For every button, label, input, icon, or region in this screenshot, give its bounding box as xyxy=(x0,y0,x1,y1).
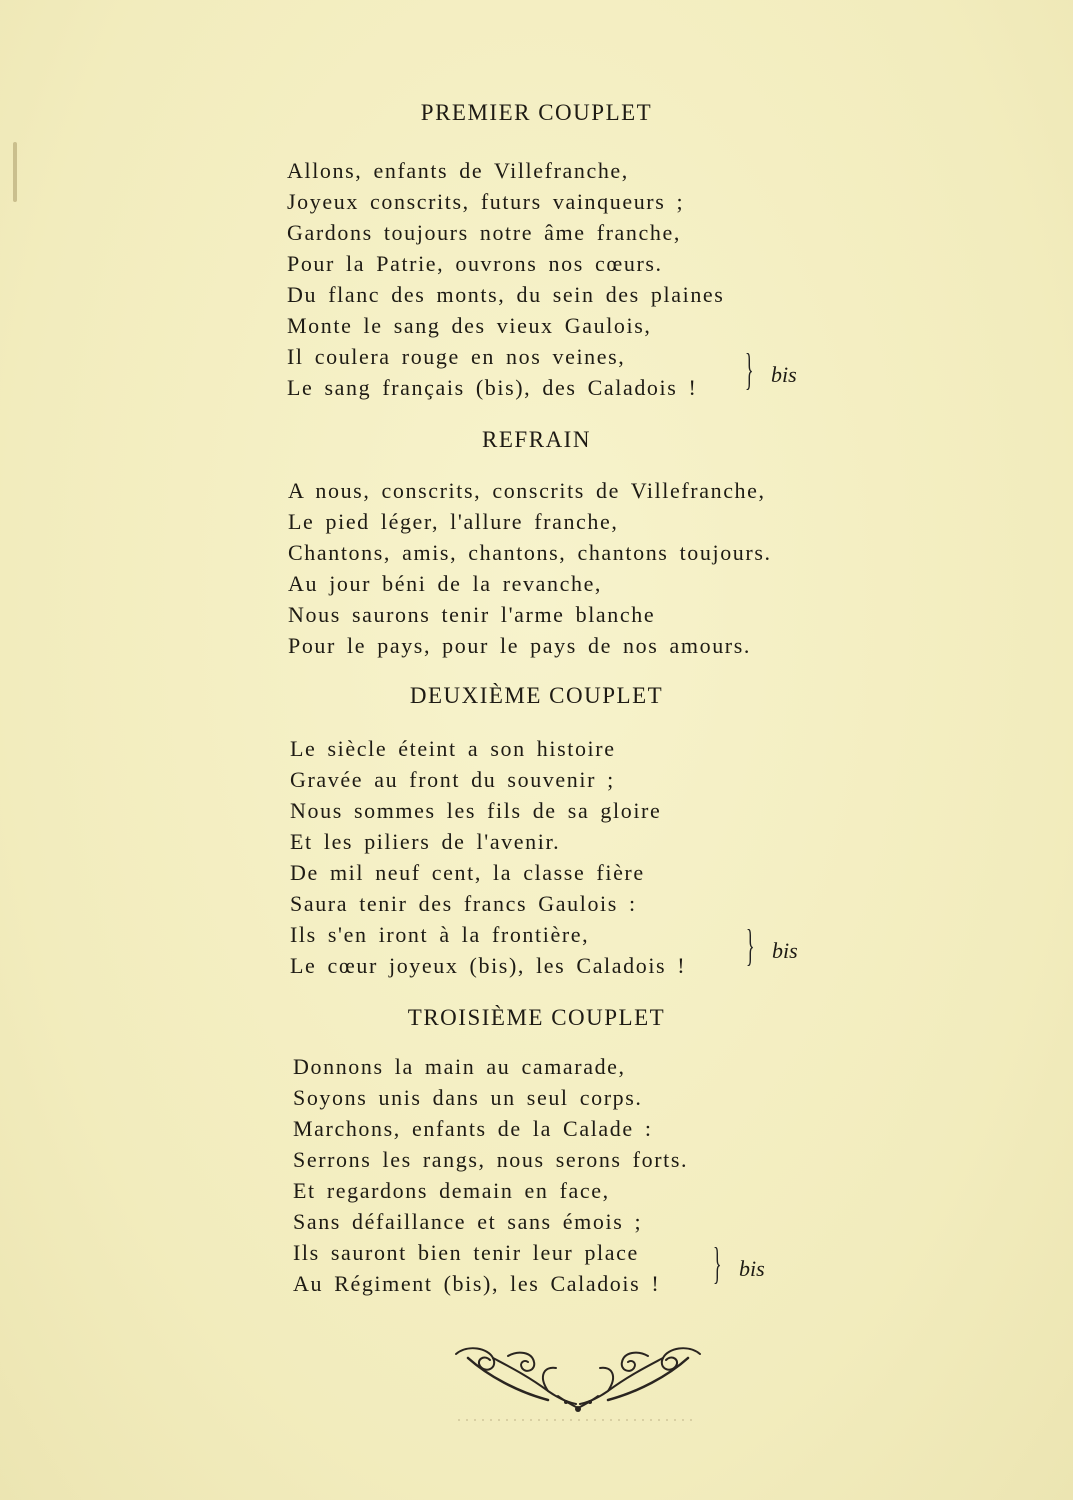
verse-line: Gravée au front du souvenir ; xyxy=(290,767,615,792)
verse-line: A nous, conscrits, conscrits de Villefranche, xyxy=(288,478,766,503)
verse-line: Le siècle éteint a son histoire xyxy=(290,736,616,761)
verse-deuxieme-couplet xyxy=(290,733,686,981)
verse-line: Monte le sang des vieux Gaulois, xyxy=(287,313,652,338)
verse-line: Ils s'en iront à la frontière, xyxy=(290,922,590,947)
verse-line: Chantons, amis, chantons, chantons toujours. xyxy=(288,540,772,565)
verse-line: Et les piliers de l'avenir. xyxy=(290,829,561,854)
page-edge-mark xyxy=(13,142,17,202)
verse-line: Pour la Patrie, ouvrons nos cœurs. xyxy=(287,251,663,276)
verse-line: Au jour béni de la revanche, xyxy=(288,571,603,596)
brace-icon: } xyxy=(713,1239,722,1288)
verse-line: Serrons les rangs, nous serons forts. xyxy=(293,1147,689,1172)
verse-line: Au Régiment (bis), les Caladois ! xyxy=(293,1271,661,1296)
verse-line: Le cœur joyeux (bis), les Caladois ! xyxy=(290,953,687,978)
verse-line: Nous sommes les fils de sa gloire xyxy=(290,798,662,823)
verse-line: Le sang français (bis), des Caladois ! xyxy=(287,375,698,400)
verse-line: Nous saurons tenir l'arme blanche xyxy=(288,602,656,627)
verse-premier-couplet xyxy=(287,155,724,403)
verse-line: Sans défaillance et sans émois ; xyxy=(293,1209,643,1234)
verse-line: Le pied léger, l'allure franche, xyxy=(288,509,619,534)
verse-line: Et regardons demain en face, xyxy=(293,1178,610,1203)
heading-deuxieme-couplet: DEUXIÈME COUPLET xyxy=(409,683,664,708)
heading-premier-couplet: PREMIER COUPLET xyxy=(420,100,653,125)
verse-refrain xyxy=(288,475,772,661)
bis-label: bis xyxy=(771,362,797,387)
verse-line: Ils sauront bien tenir leur place xyxy=(293,1240,639,1265)
verse-troisieme-couplet xyxy=(293,1051,688,1299)
verse-line: Marchons, enfants de la Calade : xyxy=(293,1116,653,1141)
verse-line: Joyeux conscrits, futurs vainqueurs ; xyxy=(287,189,685,214)
verse-line: Du flanc des monts, du sein des plaines xyxy=(287,282,725,307)
brace-icon: } xyxy=(746,921,755,970)
bis-label: bis xyxy=(772,938,798,963)
heading-troisieme-couplet: TROISIÈME COUPLET xyxy=(407,1005,666,1030)
verse-line: Soyons unis dans un seul corps. xyxy=(293,1085,643,1110)
heading-refrain: REFRAIN xyxy=(482,427,591,452)
verse-line: Gardons toujours notre âme franche, xyxy=(287,220,681,245)
verse-line: Donnons la main au camarade, xyxy=(293,1054,626,1079)
brace-icon: } xyxy=(745,345,754,394)
bis-label: bis xyxy=(739,1256,765,1281)
verse-line: De mil neuf cent, la classe fière xyxy=(290,860,645,885)
flourish-ornament-icon xyxy=(448,1336,708,1426)
verse-line: Saura tenir des francs Gaulois : xyxy=(290,891,637,916)
verse-line: Allons, enfants de Villefranche, xyxy=(287,158,629,183)
verse-line: Pour le pays, pour le pays de nos amours. xyxy=(288,633,751,658)
verse-line: Il coulera rouge en nos veines, xyxy=(287,344,626,369)
